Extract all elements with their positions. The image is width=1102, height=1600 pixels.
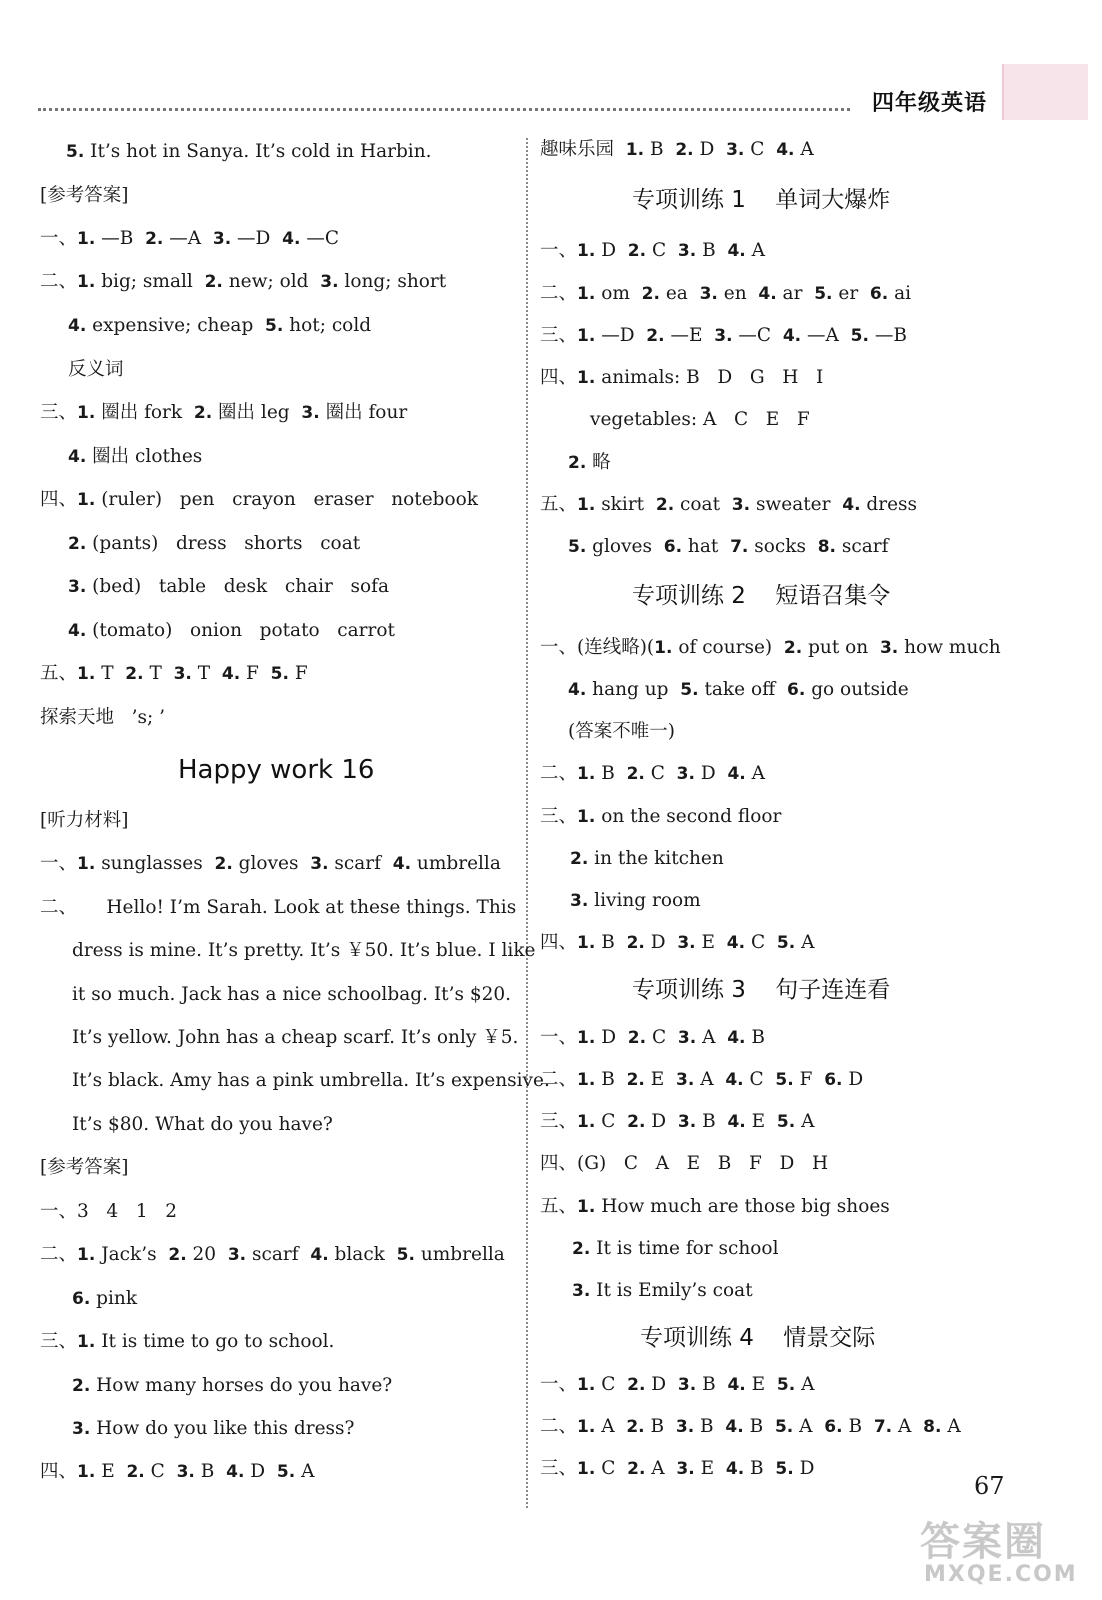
section-heading: 专项训练 1 单词大爆炸 xyxy=(632,187,891,213)
answer-line: 五、1. T 2. T 3. T 4. F 5. F xyxy=(40,663,308,684)
header-title: 四年级英语 xyxy=(872,91,988,116)
section-heading: 专项训练 2 短语召集令 xyxy=(632,583,891,609)
answer-line: 4. (tomato) onion potato carrot xyxy=(68,620,395,641)
answer-line: 二、1. B 2. E 3. A 4. C 5. F 6. D xyxy=(540,1069,864,1090)
answer-line: 二、1. big; small 2. new; old 3. long; short xyxy=(40,271,447,292)
answer-line: 3. (bed) table desk chair sofa xyxy=(68,576,390,597)
answer-line: 四、1. (ruler) pen crayon eraser notebook xyxy=(40,489,478,510)
watermark-logo xyxy=(920,1510,1088,1592)
answer-line: 5. It’s hot in Sanya. It’s cold in Harbin. xyxy=(66,141,432,162)
answer-line: 2. 略 xyxy=(568,452,611,473)
answer-line: 2. How many horses do you have? xyxy=(72,1375,393,1396)
watermark-url: MXQE.COM xyxy=(924,1562,1078,1587)
answer-line: 五、1. How much are those big shoes xyxy=(540,1196,890,1217)
section-heading: 专项训练 4 情景交际 xyxy=(640,1325,876,1351)
answer-line: 一、1. —B 2. —A 3. —D 4. —C xyxy=(40,228,339,249)
answer-line: 2. in the kitchen xyxy=(570,848,724,869)
answer-line: 一、1. D 2. C 3. B 4. A xyxy=(540,240,765,261)
answer-line: 3. How do you like this dress? xyxy=(72,1418,355,1439)
answer-line: 趣味乐园 1. B 2. D 3. C 4. A xyxy=(540,139,814,160)
answer-line: 三、1. It is time to go to school. xyxy=(40,1331,335,1352)
answer-line: vegetables: A C E F xyxy=(590,409,810,430)
listening-text: it so much. Jack has a nice schoolbag. It’s $20. xyxy=(72,984,512,1005)
answer-line: 4. hang up 5. take off 6. go outside xyxy=(568,679,909,700)
listening-text: 二、 Hello! I’m Sarah. Look at these things. This xyxy=(40,897,517,918)
page-number: 67 xyxy=(974,1472,1005,1500)
listening-text: It’s yellow. John has a cheap scarf. It’s only ￥5. xyxy=(72,1027,519,1048)
answer-line: 三、1. —D 2. —E 3. —C 4. —A 5. —B xyxy=(540,325,907,346)
listening-text: It’s $80. What do you have? xyxy=(72,1114,333,1135)
answer-line: 3. living room xyxy=(570,890,701,911)
header-dotted-rule xyxy=(38,108,850,111)
answer-line: 三、1. C 2. D 3. B 4. E 5. A xyxy=(540,1111,815,1132)
answer-line: 二、1. B 2. C 3. D 4. A xyxy=(540,763,765,784)
answer-line: 二、1. Jack’s 2. 20 3. scarf 4. black 5. umbrella xyxy=(40,1244,505,1265)
answer-line: 四、1. E 2. C 3. B 4. D 5. A xyxy=(40,1461,315,1482)
answer-line: 二、1. om 2. ea 3. en 4. ar 5. er 6. ai xyxy=(540,283,912,304)
answer-line: (答案不唯一) xyxy=(568,721,675,742)
answer-line: 5. gloves 6. hat 7. socks 8. scarf xyxy=(568,536,889,557)
answer-line: 反义词 xyxy=(68,359,124,380)
answer-line: 三、1. C 2. A 3. E 4. B 5. D xyxy=(540,1458,815,1479)
answer-line: 一、1. sunglasses 2. gloves 3. scarf 4. umbrella xyxy=(40,853,501,874)
answer-line: 四、1. animals: B D G H I xyxy=(540,367,824,388)
answer-line: 一、(连线略)(1. of course) 2. put on 3. how much xyxy=(540,637,1001,658)
answer-line: 一、1. D 2. C 3. A 4. B xyxy=(540,1027,765,1048)
listening-text: dress is mine. It’s pretty. It’s ￥50. It’s blue. I like xyxy=(72,940,536,961)
answer-line: 一、1. C 2. D 3. B 4. E 5. A xyxy=(540,1374,815,1395)
section-heading: Happy work 16 xyxy=(178,755,375,785)
answer-line: 4. 圈出 clothes xyxy=(68,446,203,467)
answer-line: 二、1. A 2. B 3. B 4. B 5. A 6. B 7. A 8. A xyxy=(540,1416,961,1437)
answer-line: 2. It is time for school xyxy=(572,1238,779,1259)
answer-line: 3. It is Emily’s coat xyxy=(572,1280,753,1301)
answer-line: 6. pink xyxy=(72,1288,138,1309)
answer-line: 五、1. skirt 2. coat 3. sweater 4. dress xyxy=(540,494,918,515)
corner-tab xyxy=(1002,64,1088,120)
answer-line: 三、1. 圈出 fork 2. 圈出 leg 3. 圈出 four xyxy=(40,402,408,423)
section-label: [参考答案] xyxy=(40,185,129,206)
section-label: [听力材料] xyxy=(40,810,129,831)
watermark-text: 答案圈 xyxy=(920,1519,1046,1565)
answer-line: 探索天地 ’s; ’ xyxy=(40,707,166,728)
listening-text: It’s black. Amy has a pink umbrella. It’s expensive. xyxy=(72,1070,550,1091)
answer-line: 三、1. on the second floor xyxy=(540,806,782,827)
answer-line: 四、1. B 2. D 3. E 4. C 5. A xyxy=(540,932,815,953)
answer-line: 4. expensive; cheap 5. hot; cold xyxy=(68,315,372,336)
answer-line: 2. (pants) dress shorts coat xyxy=(68,533,361,554)
column-divider xyxy=(526,138,528,1508)
section-label: [参考答案] xyxy=(40,1157,129,1178)
answer-line: 一、3 4 1 2 xyxy=(40,1201,178,1222)
section-heading: 专项训练 3 句子连连看 xyxy=(632,977,891,1003)
answer-line: 四、(G) C A E B F D H xyxy=(540,1153,829,1174)
